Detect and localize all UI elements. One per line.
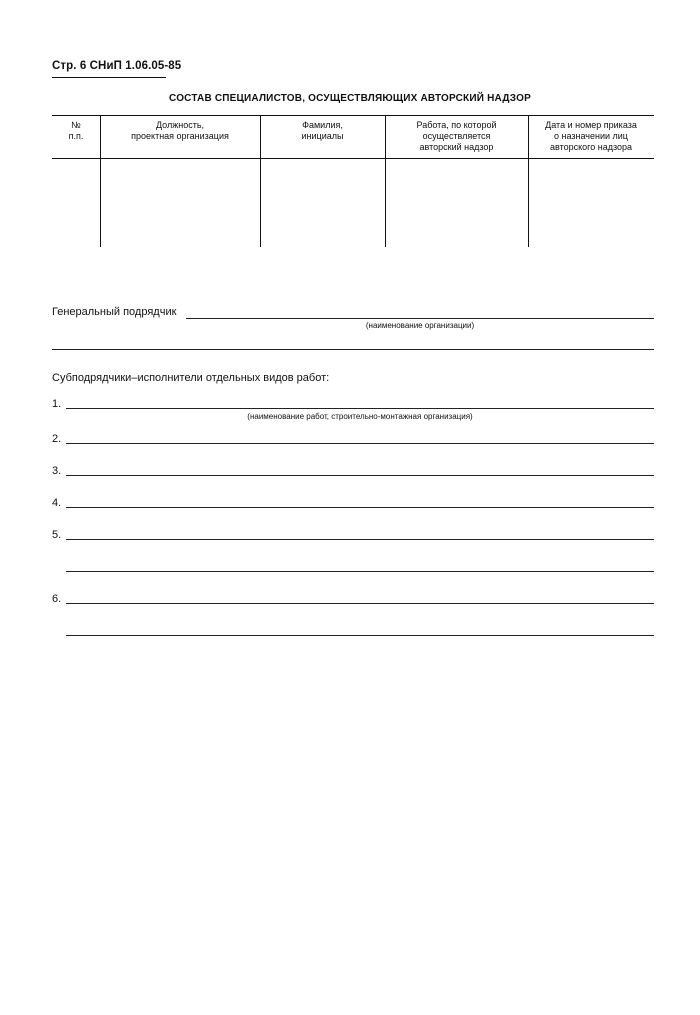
column-header-position: Должность, проектная организация [131, 120, 229, 141]
general-contractor-field-line-2[interactable] [52, 349, 654, 350]
subcontractor-field-line[interactable] [66, 443, 654, 444]
subcontractor-item-number: 4. [52, 497, 62, 509]
column-header-number: № п.п. [68, 120, 84, 141]
subcontractor-field-line[interactable] [66, 539, 654, 540]
subcontractor-item-number: 2. [52, 433, 62, 445]
subcontractors-label: Субподрядчики–исполнители отдельных видов работ: [52, 372, 330, 384]
column-header-name: Фамилия, инициалы [301, 120, 344, 141]
form-title: СОСТАВ СПЕЦИАЛИСТОВ, ОСУЩЕСТВЛЯЮЩИХ АВТОРСКИЙ НАДЗОР [169, 93, 531, 104]
general-contractor-caption: (наименование организации) [365, 321, 475, 330]
column-header-order: Дата и номер приказа о назначении лиц авторского надзора [545, 120, 637, 152]
table-header-separator [52, 158, 654, 159]
header-rule [52, 77, 166, 78]
subcontractor-item-number: 6. [52, 593, 62, 605]
subcontractor-field-line[interactable] [66, 475, 654, 476]
subcontractor-field-line-continuation[interactable] [66, 635, 654, 636]
general-contractor-field-line[interactable] [186, 318, 654, 319]
subcontractor-item-number: 1. [52, 398, 62, 410]
subcontractor-item-number: 3. [52, 465, 62, 477]
page-header: Стр. 6 СНиП 1.06.05-85 [52, 60, 182, 72]
subcontractor-item-number: 5. [52, 529, 62, 541]
subcontractor-field-line-continuation[interactable] [66, 571, 654, 572]
general-contractor-label: Генеральный подрядчик [52, 306, 177, 318]
specialists-table [52, 115, 654, 247]
subcontractor-field-line[interactable] [66, 408, 654, 409]
subcontractors-caption: (наименование работ, строительно-монтажная организация) [247, 412, 473, 421]
table-top-border [52, 115, 654, 116]
column-header-work: Работа, по которой осуществляется авторский надзор [416, 120, 497, 152]
subcontractor-field-line[interactable] [66, 507, 654, 508]
subcontractor-field-line[interactable] [66, 603, 654, 604]
